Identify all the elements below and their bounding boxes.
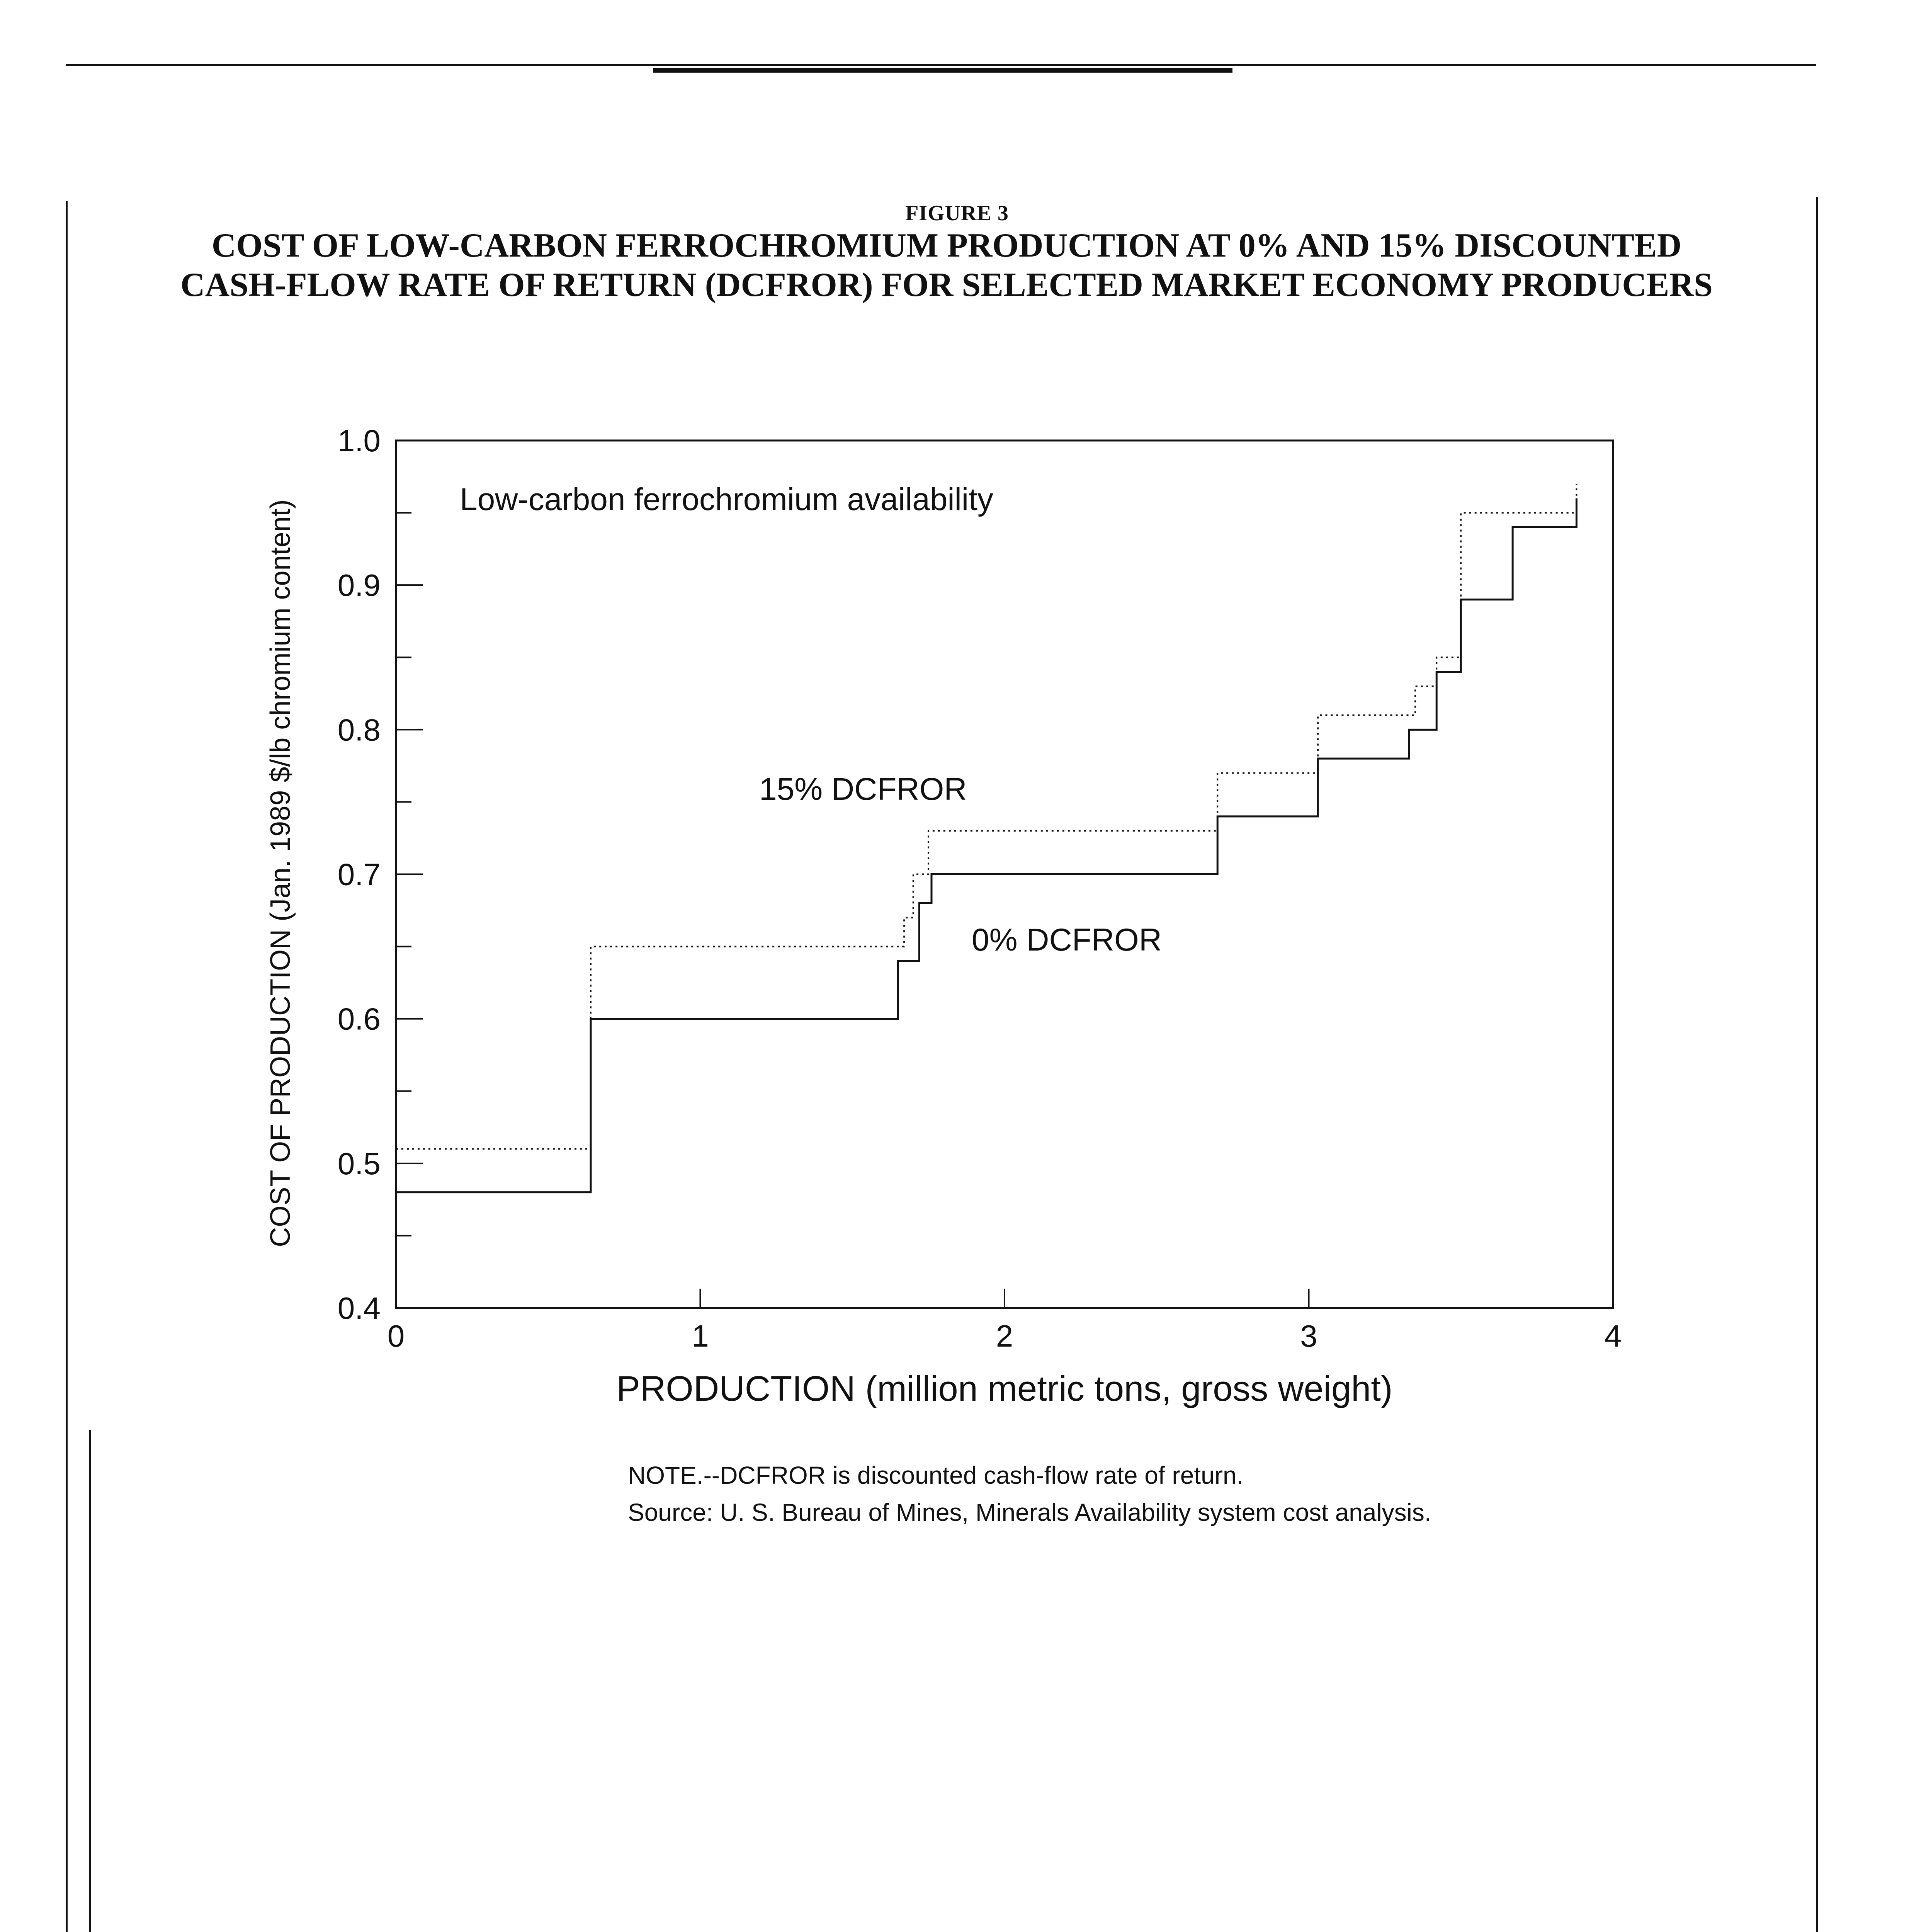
chart-note	[628, 1457, 1787, 1531]
x-tick-label: 0	[387, 1319, 405, 1353]
series-line-15pct-dcfror	[396, 484, 1577, 1149]
x-axis-label: PRODUCTION (million metric tons, gross weight)	[616, 1369, 1393, 1408]
y-tick-label: 1.0	[337, 423, 381, 458]
series-line-0pct-dcfror	[396, 498, 1577, 1192]
series-label-15pct: 15% DCFROR	[759, 772, 967, 807]
note-definition: NOTE.--DCFROR is discounted cash-flow rate of return.	[628, 1461, 1244, 1489]
y-tick-label: 0.7	[337, 857, 381, 892]
x-tick-label: 2	[996, 1319, 1013, 1353]
y-axis-label: COST OF PRODUCTION (Jan. 1989 $/lb chromium content)	[265, 499, 296, 1247]
figure-title-line-2: CASH-FLOW RATE OF RETURN (DCFROR) FOR SELECTED MARKET ECONOMY PRODUCERS	[180, 266, 1713, 304]
x-tick-label: 3	[1300, 1319, 1317, 1353]
chart-title: Low-carbon ferrochromium availability	[460, 482, 993, 517]
y-tick-label: 0.9	[337, 568, 381, 603]
y-tick-label: 0.4	[337, 1291, 381, 1325]
y-tick-label: 0.6	[337, 1002, 381, 1036]
note-source: Source: U. S. Bureau of Mines, Minerals Availability system cost analysis.	[628, 1498, 1431, 1526]
figure-label: FIGURE 3	[905, 201, 1009, 225]
y-tick-label: 0.5	[337, 1146, 381, 1181]
figure-title-line-1: COST OF LOW-CARBON FERROCHROMIUM PRODUCTION AT 0% AND 15% DISCOUNTED	[211, 227, 1682, 264]
series-label-0pct: 0% DCFROR	[972, 922, 1162, 957]
x-tick-label: 4	[1604, 1319, 1622, 1353]
x-tick-label: 1	[692, 1319, 709, 1353]
y-tick-label: 0.8	[337, 713, 381, 747]
